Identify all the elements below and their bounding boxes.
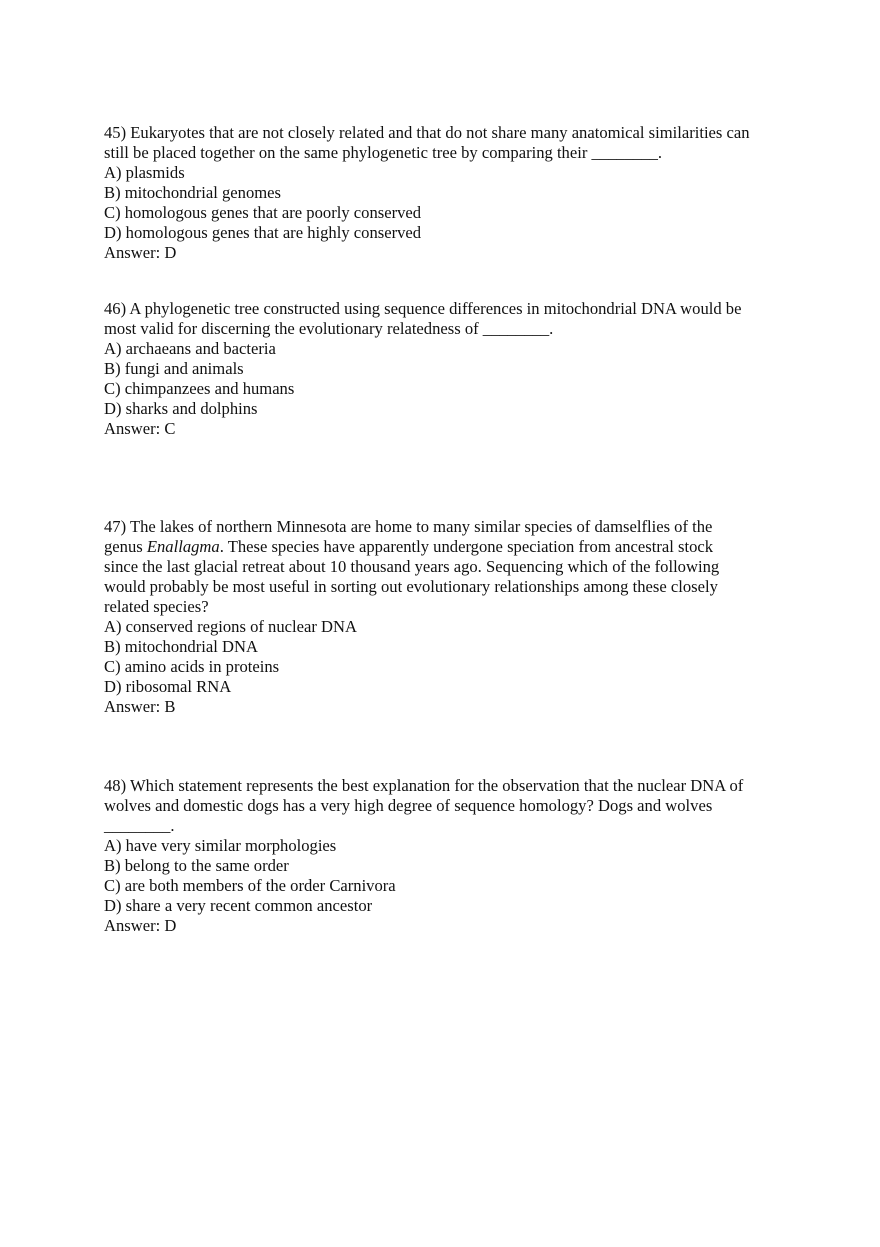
question-stem: 47) The lakes of northern Minnesota are home to many similar species of damselflies of the [104, 517, 713, 536]
question-stem: most valid for discerning the evolutionary relatedness of ________. [104, 318, 554, 338]
option-c: C) homologous genes that are poorly conserved [104, 202, 422, 222]
option-b: B) mitochondrial DNA [104, 636, 258, 656]
question-stem: would probably be most useful in sorting out evolutionary relationships among these closely [104, 576, 718, 596]
question-stem [104, 537, 804, 557]
stem-text: genus [104, 536, 147, 556]
option-b: B) fungi and animals [104, 358, 244, 378]
answer: Answer: D [104, 915, 177, 935]
option-c: C) are both members of the order Carnivora [104, 875, 396, 895]
option-c: C) amino acids in proteins [104, 656, 280, 676]
option-b: B) mitochondrial genomes [104, 182, 281, 202]
answer: Answer: D [104, 242, 177, 262]
option-a: A) plasmids [104, 162, 185, 182]
stem-text: . These species have apparently undergone speciation from ancestral stock [219, 536, 714, 556]
option-d: D) homologous genes that are highly conserved [104, 222, 422, 242]
question-stem: wolves and domestic dogs has a very high degree of sequence homology? Dogs and wolves [104, 795, 713, 815]
option-d: D) ribosomal RNA [104, 676, 232, 696]
genus-name: Enallagma [146, 536, 220, 556]
question-stem: 45) Eukaryotes that are not closely related and that do not share many anatomical similarities can [104, 123, 750, 142]
option-b: B) belong to the same order [104, 855, 289, 875]
question-46 [104, 299, 804, 439]
question-45 [104, 123, 804, 263]
option-c: C) chimpanzees and humans [104, 378, 295, 398]
question-stem: since the last glacial retreat about 10 thousand years ago. Sequencing which of the following [104, 556, 720, 576]
option-a: A) archaeans and bacteria [104, 338, 276, 358]
option-a: A) conserved regions of nuclear DNA [104, 616, 357, 636]
question-48 [104, 776, 804, 936]
option-a: A) have very similar morphologies [104, 835, 337, 855]
question-stem: still be placed together on the same phylogenetic tree by comparing their ________. [104, 142, 663, 162]
question-47 [104, 517, 804, 717]
question-stem: ________. [104, 815, 175, 835]
answer: Answer: B [104, 696, 176, 716]
question-stem: related species? [104, 596, 209, 616]
answer: Answer: C [104, 418, 176, 438]
option-d: D) share a very recent common ancestor [104, 895, 373, 915]
option-d: D) sharks and dolphins [104, 398, 258, 418]
question-stem: 46) A phylogenetic tree constructed using sequence differences in mitochondrial DNA would be [104, 299, 742, 318]
question-stem: 48) Which statement represents the best explanation for the observation that the nuclear DNA of [104, 776, 744, 795]
